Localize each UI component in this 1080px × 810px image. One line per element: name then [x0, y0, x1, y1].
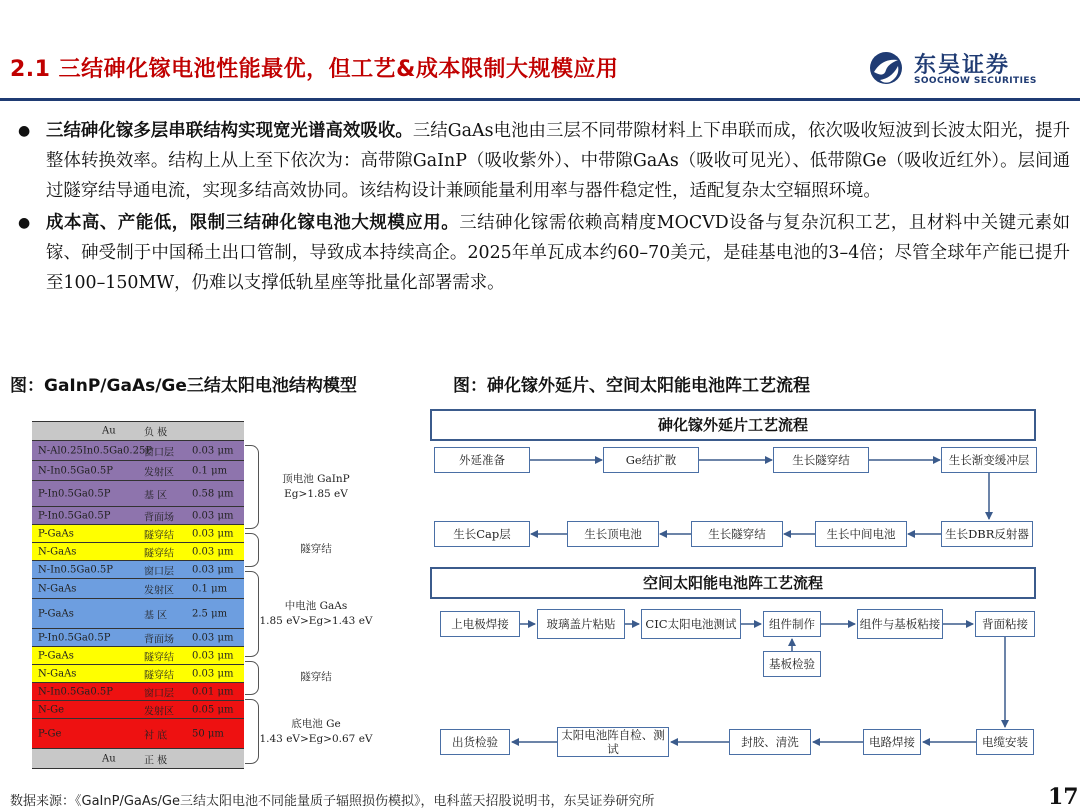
flow2-title: 空间太阳能电池阵工艺流程: [430, 567, 1036, 599]
layer-thickness: 0.1 μm: [192, 465, 228, 476]
soochow-logo-icon: [868, 50, 908, 86]
layer-row: [32, 683, 244, 701]
bullet-item: [14, 116, 1070, 206]
layer-material: P-GaAs: [38, 528, 74, 539]
brand-name-cn: 东吴证券: [914, 53, 1011, 78]
layer-material: Au: [102, 753, 116, 764]
layer-material: N-Ge: [38, 704, 65, 715]
layer-thickness: 0.05 μm: [192, 704, 234, 715]
flow1-step: 生长DBR反射器: [941, 521, 1033, 547]
layer-function: 基 区: [144, 610, 168, 621]
flow2-step: 电缆安装: [976, 729, 1034, 755]
flow2-step: 太阳电池阵自检、测试: [557, 727, 669, 757]
bullet-body: 三结砷化镓需依赖高精度MOCVD设备与复杂沉积工艺，且材料中关键元素如镓、砷受制于中国稀土出口管制，导致成本持续高企。2025年单瓦成本约60–70美元，是硅基电池的3–4倍；尽管全球年产能已提升至100–150MW，仍难以支撑低轨星座等批量化部署需求。: [46, 213, 1070, 293]
layer-thickness: 0.03 μm: [192, 528, 234, 539]
bullet-dot-icon: ●: [18, 123, 31, 139]
group-name: 隧穿结: [300, 543, 332, 555]
flow1-step: 生长顶电池: [567, 521, 659, 547]
group-name: 底电池 Ge: [291, 717, 341, 730]
layer-function: 窗口层: [144, 447, 174, 458]
layer-material: P-In0.5Ga0.5P: [38, 510, 111, 521]
layer-row: [32, 665, 244, 683]
layer-thickness: 0.03 μm: [192, 632, 234, 643]
figure-caption-flow: 图：砷化镓外延片、空间太阳能电池阵工艺流程: [453, 376, 810, 396]
layer-material: P-In0.5Ga0.5P: [38, 488, 111, 499]
layer-row: [32, 507, 244, 525]
bullet-heading: 成本高、产能低，限制三结砷化镓电池大规模应用。: [46, 213, 460, 233]
source-note: 数据来源：《GaInP/GaAs/Ge三结太阳电池不同能量质子辐照损伤模拟》，电科蓝天招股说明书，东吴证券研究所: [10, 794, 655, 809]
layer-material: N-GaAs: [38, 668, 77, 679]
page-title: 2.1 三结砷化镓电池性能最优，但工艺&成本限制大规模应用: [10, 57, 619, 82]
layer-function: 窗口层: [144, 566, 174, 577]
layer-function: 背面场: [144, 634, 174, 645]
group-bandgap: 1.43 eV>Eg>0.67 eV: [259, 732, 373, 745]
layer-row: [32, 543, 244, 561]
header-divider: [0, 98, 1080, 101]
layer-function: 发射区: [144, 467, 174, 478]
group-name: 隧穿结: [300, 671, 332, 683]
layer-thickness: 0.03 μm: [192, 510, 234, 521]
layer-row: [32, 579, 244, 599]
flow2-step: 封胶、清洗: [729, 729, 811, 755]
layer-function: 正 极: [144, 755, 168, 766]
group-bandgap: Eg>1.85 eV: [284, 488, 348, 500]
bullet-heading: 三结砷化镓多层串联结构实现宽光谱高效吸收。: [46, 121, 413, 141]
layer-row: [32, 647, 244, 665]
flow2-step: 出货检验: [440, 729, 510, 755]
layer-function: 背面场: [144, 512, 174, 523]
flow1-step: Ge结扩散: [603, 447, 699, 473]
layer-thickness: 0.1 μm: [192, 583, 228, 594]
bullet-body: 三结GaAs电池由三层不同带隙材料上下串联而成，依次吸收短波到长波太阳光，提升整体转换效率。结构上从上至下依次为：高带隙GaInP（吸收紫外）、中带隙GaAs（吸收可见光）、低带隙Ge（吸收近红外）。层间通过隧穿结导通电流，实现多结高效协同。该结构设计兼顾能量利用率与器件稳定性，适配复杂太空辐照环境。: [46, 121, 1070, 201]
layer-row: [32, 481, 244, 507]
flow2-step: 基板检验: [763, 651, 821, 677]
layer-material: P-GaAs: [38, 608, 74, 619]
page-number: 17: [1048, 784, 1079, 810]
layer-function: 衬 底: [144, 730, 168, 741]
layer-material: Au: [102, 425, 116, 437]
layer-row: [32, 701, 244, 719]
flow2-step: 电路焊接: [863, 729, 921, 755]
cell-structure-diagram: [32, 421, 244, 769]
bullet-list: [14, 116, 1070, 300]
bullet-item: [14, 208, 1070, 298]
layer-thickness: 0.03 μm: [192, 564, 234, 575]
layer-row: [32, 749, 244, 769]
layer-row: [32, 561, 244, 579]
layer-thickness: 0.03 μm: [192, 650, 234, 661]
flow1-step: 生长渐变缓冲层: [941, 447, 1037, 473]
layer-material: N-In0.5Ga0.5P: [38, 686, 114, 697]
flow1-step: 生长中间电池: [815, 521, 907, 547]
group-label: [256, 670, 376, 685]
layer-row: [32, 599, 244, 629]
layer-thickness: 0.03 μm: [192, 668, 234, 679]
flow2-step: 背面粘接: [975, 611, 1035, 637]
layer-function: 窗口层: [144, 688, 174, 699]
layer-row: [32, 421, 244, 441]
layer-function: 发射区: [144, 585, 174, 596]
bullet-dot-icon: ●: [18, 215, 31, 231]
layer-function: 隧穿结: [144, 652, 174, 663]
flow1-step: 生长Cap层: [434, 521, 530, 547]
layer-thickness: 2.5 μm: [192, 608, 228, 619]
layer-row: [32, 441, 244, 461]
layer-function: 负 极: [144, 427, 168, 439]
layer-function: 隧穿结: [144, 670, 174, 681]
group-label: [256, 542, 376, 557]
layer-thickness: 0.03 μm: [192, 445, 234, 456]
layer-thickness: 0.01 μm: [192, 686, 234, 697]
layer-function: 隧穿结: [144, 530, 174, 541]
group-label: [256, 717, 376, 747]
layer-row: [32, 525, 244, 543]
brand-name-en: SOOCHOW SECURITIES: [914, 76, 1037, 86]
group-name: 中电池 GaAs: [284, 600, 348, 612]
flow1-step: 外延准备: [434, 447, 530, 473]
layer-material: P-GaAs: [38, 650, 74, 661]
group-bandgap: 1.85 eV>Eg>1.43 eV: [259, 615, 373, 627]
layer-material: N-Al0.25In0.5Ga0.25P: [38, 445, 153, 456]
layer-thickness: 0.58 μm: [192, 488, 234, 499]
layer-function: 基 区: [144, 490, 168, 501]
layer-row: [32, 461, 244, 481]
layer-row: [32, 629, 244, 647]
group-name: 顶电池 GaInP: [282, 473, 350, 485]
layer-function: 隧穿结: [144, 548, 174, 559]
layer-material: N-GaAs: [38, 546, 77, 557]
flow2-step: 上电极焊接: [440, 611, 520, 637]
flow2-step: 玻璃盖片粘贴: [537, 609, 625, 639]
figure-caption-structure: 图：GaInP/GaAs/Ge三结太阳电池结构模型: [10, 376, 357, 396]
flow1-title: 砷化镓外延片工艺流程: [430, 409, 1036, 441]
group-label: [256, 472, 376, 502]
layer-material: P-Ge: [38, 728, 62, 739]
brand-logo: [868, 46, 1058, 94]
layer-function: 发射区: [144, 706, 174, 717]
layer-material: N-In0.5Ga0.5P: [38, 564, 114, 575]
layer-row: [32, 719, 244, 749]
flow1-step: 生长隧穿结: [691, 521, 783, 547]
flow2-step: 组件制作: [763, 611, 821, 637]
layer-thickness: 0.03 μm: [192, 546, 234, 557]
flow1-step: 生长隧穿结: [773, 447, 869, 473]
flow2-step: CIC太阳电池测试: [641, 609, 741, 639]
layer-material: N-In0.5Ga0.5P: [38, 465, 114, 476]
layer-material: N-GaAs: [38, 583, 77, 594]
layer-material: P-In0.5Ga0.5P: [38, 632, 111, 643]
layer-thickness: 50 μm: [192, 728, 224, 739]
group-label: [256, 599, 376, 629]
flow2-step: 组件与基板粘接: [857, 609, 943, 639]
